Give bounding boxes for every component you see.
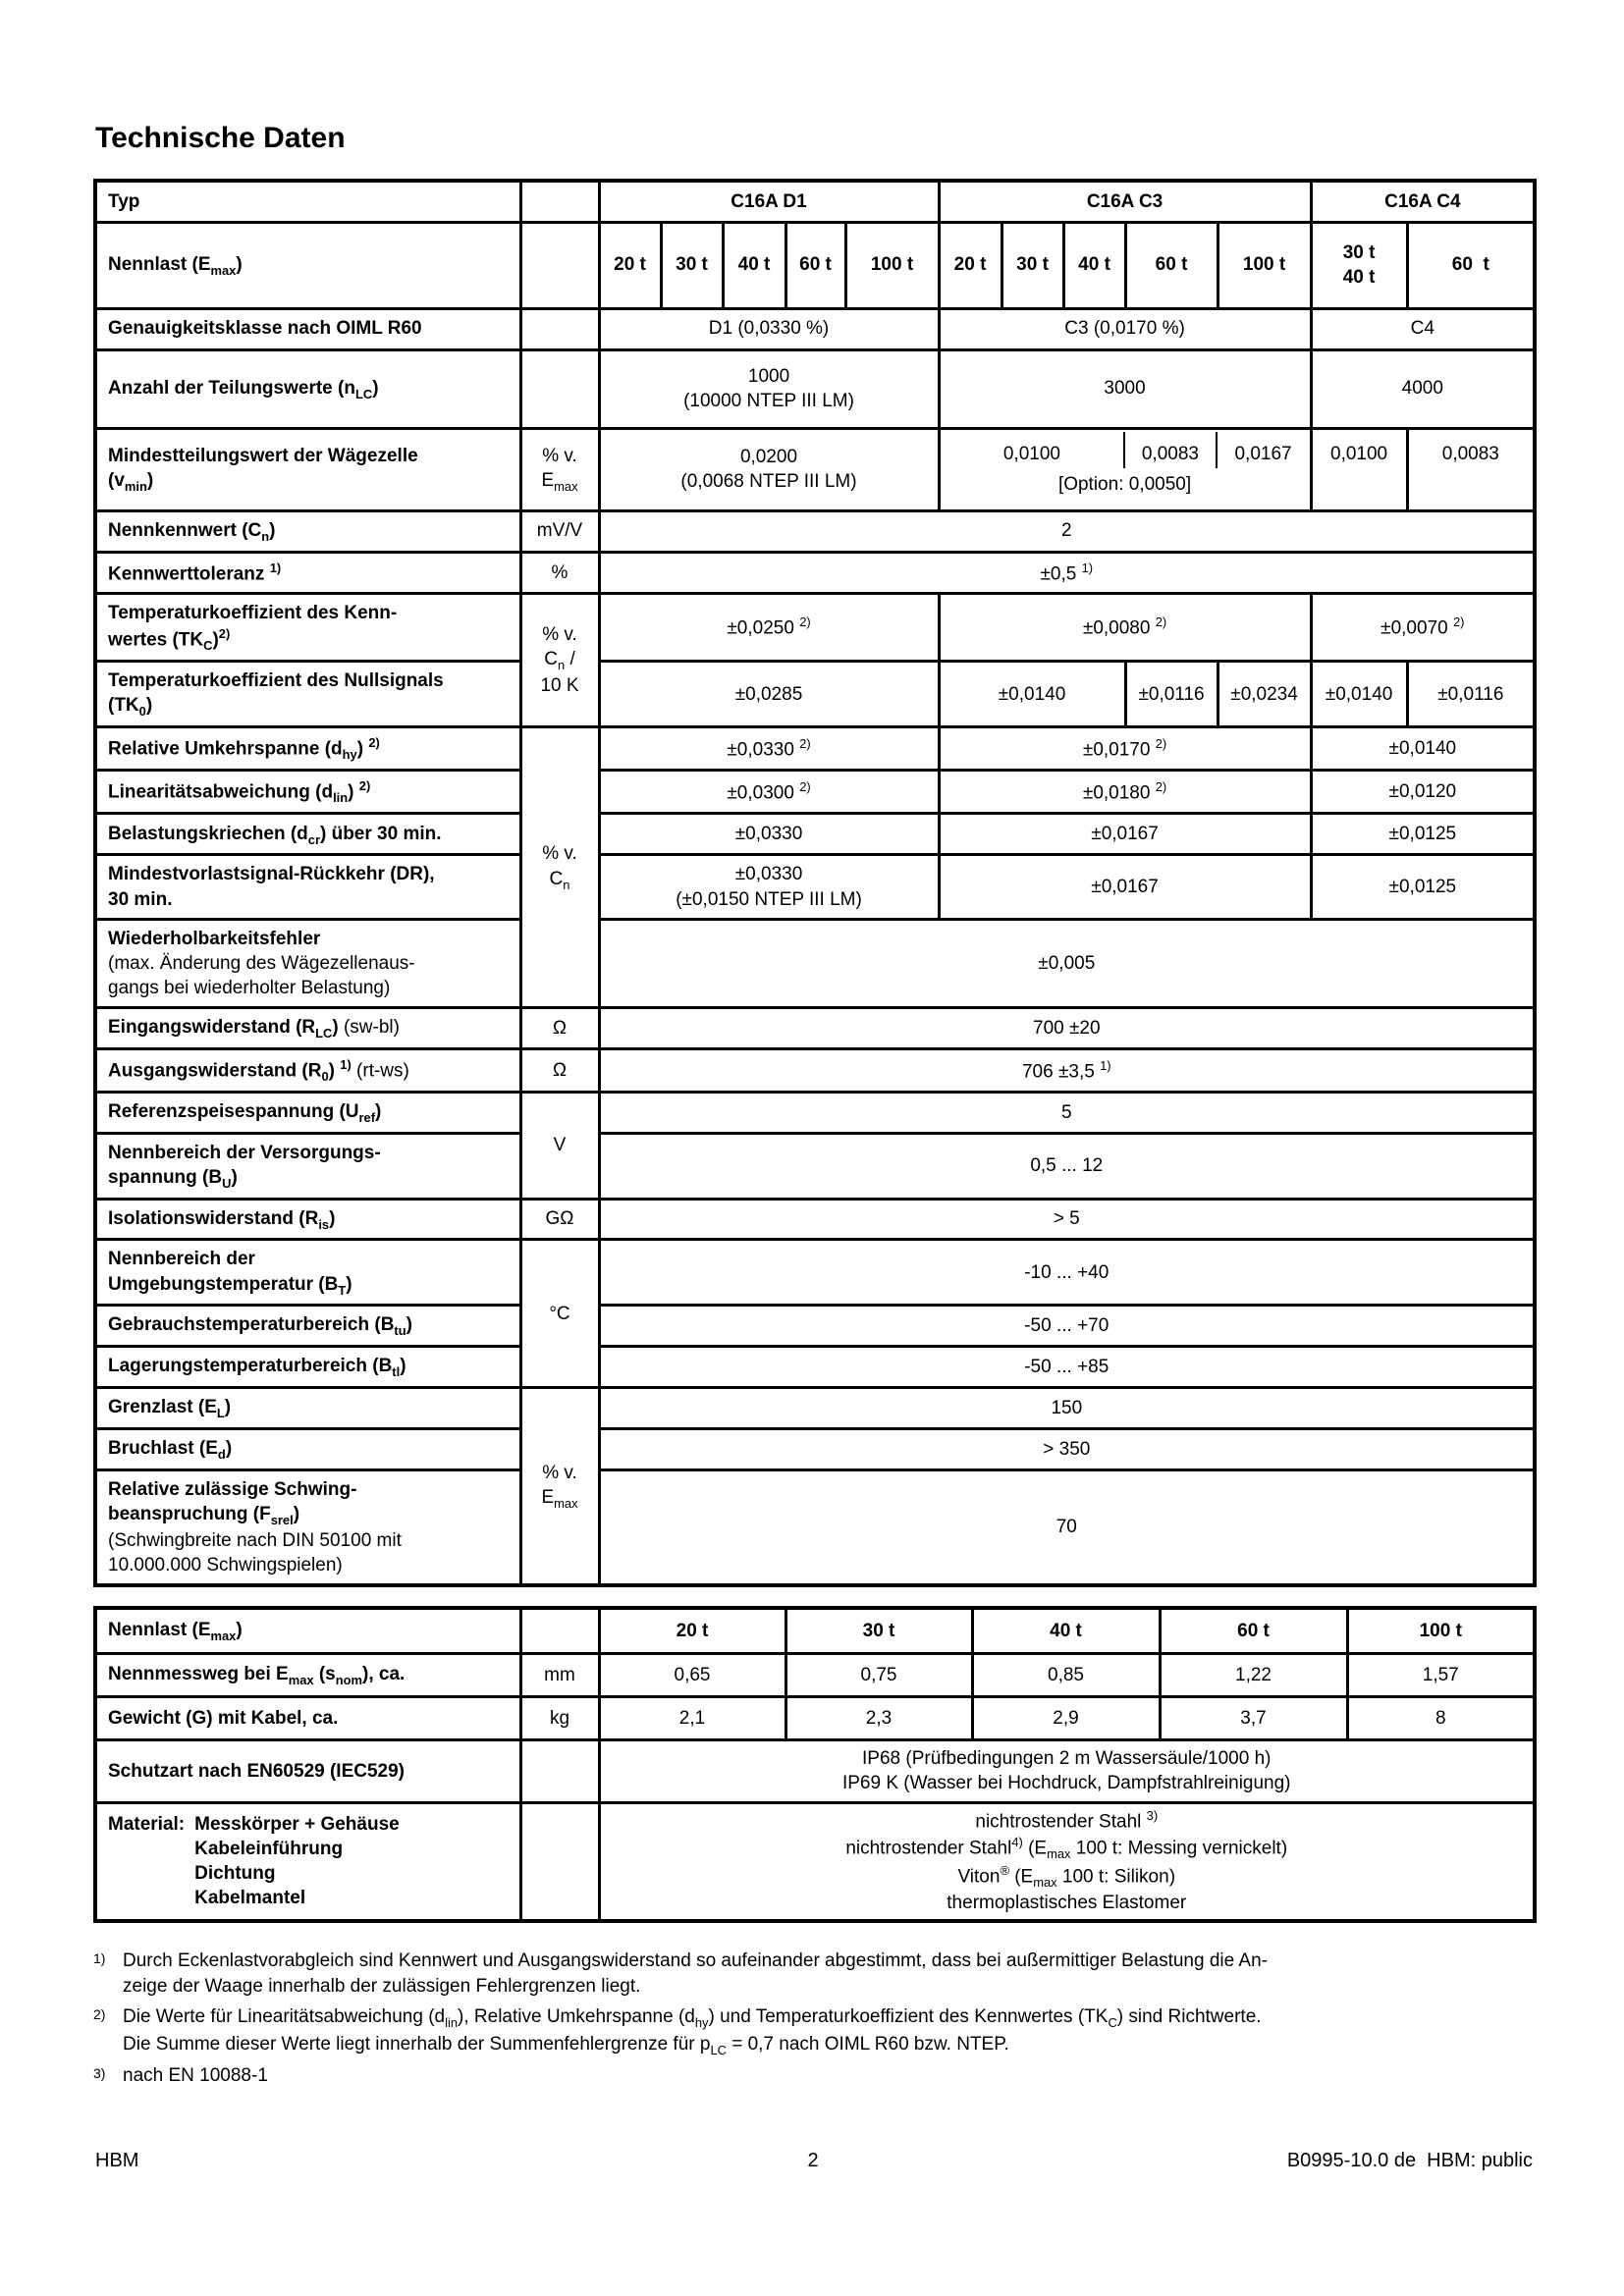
row-gebrauchstemperatur <box>95 1306 1535 1347</box>
tkc-c3: ±0,0080 $^{2)}$ <box>939 593 1311 661</box>
row-material <box>95 1802 1535 1920</box>
gewicht-40t: 2,9 <box>972 1696 1160 1739</box>
row-mindestvorlast-rueckkehr <box>95 855 1535 919</box>
t2-nennlast-20t: 20 t <box>599 1608 785 1653</box>
umgebung-value: -10 ... +40 <box>599 1240 1535 1306</box>
group-header-c16a-c3: C16A C3 <box>939 181 1311 222</box>
genauigkeit-c4: C4 <box>1311 308 1535 349</box>
row-grenzlast <box>95 1388 1535 1429</box>
bruchlast-label: Bruchlast $(E_d)$ <box>95 1428 520 1469</box>
umkehrspanne-c4: ±0,0140 <box>1311 727 1535 771</box>
footnote-3-text: nach EN 10088-1 <box>123 2065 268 2087</box>
linearitaet-label: Linearitätsabweichung $(d_{lin})$ $^{2)}$ <box>95 771 520 814</box>
belastungskriechen-label: Belastungskriechen $(d_{cr})$ über 30 min. <box>95 814 520 855</box>
row-referenzspeisespannung <box>95 1092 1535 1133</box>
row-nennlast-2 <box>95 1608 1535 1653</box>
row-umkehrspanne <box>95 727 1535 771</box>
versorgung-value: 0,5 ... 12 <box>599 1133 1535 1199</box>
schwing-value: 70 <box>599 1469 1535 1585</box>
mindest-c3-grid <box>941 432 1310 507</box>
tk0-label: Temperaturkoeffizient des Nullsignals $(TK_0)$ <box>95 662 520 727</box>
vorlastrueckkehr-d1: ±0,0330 (±0,0150 NTEP III LM) <box>599 855 939 919</box>
nennmessweg-30t: 0,75 <box>785 1653 972 1696</box>
teilungswerte-c4: 4000 <box>1311 349 1535 428</box>
footnote-3 <box>93 2063 1533 2089</box>
material-label <box>95 1802 520 1920</box>
nennlast-c3-100t: 100 t <box>1218 222 1311 308</box>
row-nennkennwert <box>95 510 1535 552</box>
footnotes <box>93 1949 1533 2090</box>
footnote-1 <box>93 1949 1533 2000</box>
wiederholbarkeit-label: Wiederholbarkeitsfehler (max. Änderung des Wägezellenaus- gangs bei wiederholter Belastung) <box>95 919 520 1007</box>
typ-label: Typ <box>95 181 520 222</box>
tk0-c4-60t: ±0,0116 <box>1407 662 1535 727</box>
gewicht-60t: 3,7 <box>1160 1696 1347 1739</box>
grenzlast-value: 150 <box>599 1388 1535 1429</box>
eingangswiderstand-label: Eingangswiderstand $(R_{LC})$ (sw-bl) <box>95 1007 520 1048</box>
row-mindestteilungswert <box>95 428 1535 510</box>
linearitaet-c3: ±0,0180 $^{2)}$ <box>939 771 1311 814</box>
material-label-head: Material: <box>108 1813 186 1835</box>
nennlast-d1-20t: 20 t <box>599 222 661 308</box>
umkehrspanne-label: Relative Umkehrspanne $(d_{hy})$ $^{2)}$ <box>95 727 520 771</box>
bruchlast-value: > 350 <box>599 1428 1535 1469</box>
celsius-block-unit: °C <box>520 1240 599 1388</box>
teilungswerte-label: Anzahl der Teilungswerte $(n_{LC})$ <box>95 349 520 428</box>
umkehrspanne-c3: ±0,0170 $^{2)}$ <box>939 727 1311 771</box>
tk0-c3-60t: ±0,0116 <box>1125 662 1218 727</box>
nennlast-c4-30-40t: 30 t 40 t <box>1311 222 1407 308</box>
vorlastrueckkehr-c3: ±0,0167 <box>939 855 1311 919</box>
mindest-c3 <box>939 428 1311 510</box>
nennmessweg-60t: 1,22 <box>1160 1653 1347 1696</box>
row-schwingbeanspruchung <box>95 1469 1535 1585</box>
nennlast-d1-30t: 30 t <box>661 222 723 308</box>
schutzart-unit-cell <box>520 1739 599 1802</box>
teilungswerte-d1: 1000 (10000 NTEP III LM) <box>599 349 939 428</box>
t2-nennlast-40t: 40 t <box>972 1608 1160 1653</box>
grenzlast-label: Grenzlast $(E_L)$ <box>95 1388 520 1429</box>
lagerung-label: Lagerungstemperaturbereich $(B_{tl})$ <box>95 1347 520 1388</box>
kennwerttoleranz-unit: % <box>520 552 599 593</box>
belastungskriechen-c4: ±0,0125 <box>1311 814 1535 855</box>
nennmessweg-unit: mm <box>520 1653 599 1696</box>
mindest-c4-60t: 0,0083 <box>1407 428 1535 510</box>
footnote-1-text: Durch Eckenlastvorabgleich sind Kennwert und Ausgangswiderstand so aufeinander abgestimmt, dass bei außermittiger Belastung die An- zeige der Waage innerhalb der zulässigen Fehlergrenzen liegt. <box>123 1949 1268 1997</box>
tkc-tk0-unit: % v. $C_n$ / 10 K <box>520 593 599 726</box>
isolation-unit: GΩ <box>520 1199 599 1240</box>
t2-nennlast-label: Nennlast $(E_{max})$ <box>95 1608 520 1653</box>
wiederholbarkeit-value: ±0,005 <box>599 919 1535 1007</box>
row-bruchlast <box>95 1428 1535 1469</box>
nennlast-c3-40t: 40 t <box>1063 222 1125 308</box>
footnote-2-marker: 2) <box>93 2006 106 2022</box>
umgebung-label: Nennbereich der Umgebungstemperatur $(B_T)$ <box>95 1240 520 1306</box>
mindest-c3-60t: 0,0083 <box>1125 432 1217 468</box>
volt-block-unit: V <box>520 1092 599 1199</box>
t2-nennlast-60t: 60 t <box>1160 1608 1347 1653</box>
footer-doc-id: B0995-10.0 de HBM: public <box>1286 2150 1533 2171</box>
teilungswerte-c3: 3000 <box>939 349 1311 428</box>
schutzart-label: Schutzart nach EN60529 (IEC529) <box>95 1739 520 1802</box>
genauigkeit-label: Genauigkeitsklasse nach OIML R60 <box>95 308 520 349</box>
mindest-c3-100t: 0,0167 <box>1234 443 1292 464</box>
gebrauch-label: Gebrauchstemperaturbereich $(B_{tu})$ <box>95 1306 520 1347</box>
gewicht-30t: 2,3 <box>785 1696 972 1739</box>
nennlast-label: Nennlast $(E_{max})$ <box>95 222 520 308</box>
page-content <box>93 0 1533 2094</box>
referenz-value: 5 <box>599 1092 1535 1133</box>
belastungskriechen-d1: ±0,0330 <box>599 814 939 855</box>
tk0-c4-30-40t: ±0,0140 <box>1311 662 1407 727</box>
ausgangswiderstand-unit: Ω <box>520 1048 599 1092</box>
nennlast-c3-30t: 30 t <box>1001 222 1063 308</box>
row-typ <box>95 181 1535 222</box>
row-belastungskriechen <box>95 814 1535 855</box>
genauigkeit-c3: C3 (0,0170 %) <box>939 308 1311 349</box>
teilungswerte-unit-cell <box>520 349 599 428</box>
row-tk-nullsignal <box>95 662 1535 727</box>
row-linearitaetsabweichung <box>95 771 1535 814</box>
tkc-d1: ±0,0250 $^{2)}$ <box>599 593 939 661</box>
umkehrspanne-d1: ±0,0330 $^{2)}$ <box>599 727 939 771</box>
eingangswiderstand-value: 700 ±20 <box>599 1007 1535 1048</box>
versorgung-label: Nennbereich der Versorgungs- spannung $(B_U)$ <box>95 1133 520 1199</box>
row-ausgangswiderstand <box>95 1048 1535 1092</box>
mindest-c3-option: [Option: 0,0050] <box>1057 474 1192 495</box>
linearitaet-c4: ±0,0120 <box>1311 771 1535 814</box>
material-label-items: Messkörper + Gehäuse Kabeleinführung Dichtung Kabelmantel <box>194 1813 400 1909</box>
nennlast-d1-60t: 60 t <box>785 222 845 308</box>
row-schutzart <box>95 1739 1535 1802</box>
mindest-label: Mindestteilungswert der Wägezelle $(v_{min})$ <box>95 428 520 510</box>
footnote-2-text: Die Werte für Linearitätsabweichung $(d_{lin})$, Relative Umkehrspanne $(d_{hy})$ und Temperaturkoeffizient des Kennwertes $(TK_C)$ sind Richtwerte. Die Summe dieser Werte liegt innerhalb der Summenfehlergrenze für $p_{LC} = 0,7$ nach OIML R60 bzw. NTEP. <box>123 2006 1262 2057</box>
linearitaet-d1: ±0,0300 $^{2)}$ <box>599 771 939 814</box>
mindest-c3-20-40t: 0,0100 <box>941 432 1126 468</box>
nennlast-c3-20t: 20 t <box>939 222 1001 308</box>
row-gewicht <box>95 1696 1535 1739</box>
group-header-c16a-c4: C16A C4 <box>1311 181 1535 222</box>
nennlast-c4-60t: 60 t <box>1407 222 1535 308</box>
spec-table-loads <box>93 1606 1537 1922</box>
nennmessweg-40t: 0,85 <box>972 1653 1160 1696</box>
footnote-3-marker: 3) <box>93 2065 106 2082</box>
row-isolationswiderstand <box>95 1199 1535 1240</box>
page-footer <box>93 2150 1533 2172</box>
footnote-2 <box>93 2004 1533 2058</box>
nennkennwert-unit: mV/V <box>520 510 599 552</box>
cn-block-unit: % v. $C_n$ <box>520 727 599 1008</box>
nennlast-d1-40t: 40 t <box>723 222 785 308</box>
tk0-d1: ±0,0285 <box>599 662 939 727</box>
row-kennwerttoleranz <box>95 552 1535 593</box>
kennwerttoleranz-value: ±0,5 $^{1)}$ <box>599 552 1535 593</box>
nennlast-unit-cell <box>520 222 599 308</box>
mindest-d1: 0,0200 (0,0068 NTEP III LM) <box>599 428 939 510</box>
t2-nennlast-30t: 30 t <box>785 1608 972 1653</box>
eingangswiderstand-unit: Ω <box>520 1007 599 1048</box>
spec-table-main <box>93 179 1537 1587</box>
genauigkeit-unit-cell <box>520 308 599 349</box>
nennlast-d1-100t: 100 t <box>845 222 939 308</box>
t2-nennlast-100t: 100 t <box>1347 1608 1535 1653</box>
t2-nennlast-unit-cell <box>520 1608 599 1653</box>
belastungskriechen-c3: ±0,0167 <box>939 814 1311 855</box>
row-wiederholbarkeitsfehler <box>95 919 1535 1007</box>
kennwerttoleranz-label: Kennwerttoleranz $^{1)}$ <box>95 552 520 593</box>
gewicht-label: Gewicht (G) mit Kabel, ca. <box>95 1696 520 1739</box>
gewicht-100t: 8 <box>1347 1696 1535 1739</box>
row-anzahl-teilungswerte <box>95 349 1535 428</box>
footer-page-number: 2 <box>807 2150 819 2171</box>
row-lagerungstemperatur <box>95 1347 1535 1388</box>
row-eingangswiderstand <box>95 1007 1535 1048</box>
isolation-label: Isolationswiderstand $(R_{is})$ <box>95 1199 520 1240</box>
nennmessweg-100t: 1,57 <box>1347 1653 1535 1696</box>
mindest-unit: % v. $E_{max}$ <box>520 428 599 510</box>
ausgangswiderstand-label: Ausgangswiderstand $(R_0)$ $^{1)}$ (rt-ws) <box>95 1048 520 1092</box>
tkc-label: Temperaturkoeffizient des Kenn- wertes $(TK_C)^{2)}$ <box>95 593 520 661</box>
footer-brand: HBM <box>95 2150 139 2171</box>
gewicht-20t: 2,1 <box>599 1696 785 1739</box>
page-title: Technische Daten <box>95 122 346 154</box>
tk0-c3-100t: ±0,0234 <box>1218 662 1311 727</box>
row-nennmessweg <box>95 1653 1535 1696</box>
row-genauigkeitsklasse <box>95 308 1535 349</box>
mindest-c4-30-40t: 0,0100 <box>1311 428 1407 510</box>
nennkennwert-label: Nennkennwert $(C_n)$ <box>95 510 520 552</box>
schutzart-value: IP68 (Prüfbedingungen 2 m Wassersäule/1000 h) IP69 K (Wasser bei Hochdruck, Dampfstrahlreinigung) <box>599 1739 1535 1802</box>
vorlastrueckkehr-label: Mindestvorlastsignal-Rückkehr (DR), 30 min. <box>95 855 520 919</box>
nennlast-c3-60t: 60 t <box>1125 222 1218 308</box>
material-value: nichtrostender Stahl $^{3)}$ nichtrostender Stahl$^{4)}$ ($E_{max}$ 100 t: Messing vernickelt) Viton® ($E_{max}$ 100 t: Silikon) thermoplastisches Elastomer <box>599 1802 1535 1920</box>
row-nennlast <box>95 222 1535 308</box>
gebrauch-value: -50 ... +70 <box>599 1306 1535 1347</box>
nennmessweg-20t: 0,65 <box>599 1653 785 1696</box>
ausgangswiderstand-value: 706 ±3,5 $^{1)}$ <box>599 1048 1535 1092</box>
lagerung-value: -50 ... +85 <box>599 1347 1535 1388</box>
nennkennwert-value: 2 <box>599 510 1535 552</box>
group-header-c16a-d1: C16A D1 <box>599 181 939 222</box>
footnote-1-marker: 1) <box>93 1949 106 1966</box>
emax-block-unit: % v. $E_{max}$ <box>520 1388 599 1586</box>
row-umgebungstemperatur <box>95 1240 1535 1306</box>
tkc-c4: ±0,0070 $^{2)}$ <box>1311 593 1535 661</box>
material-unit-cell <box>520 1802 599 1920</box>
vorlastrueckkehr-c4: ±0,0125 <box>1311 855 1535 919</box>
typ-unit-cell <box>520 181 599 222</box>
isolation-value: > 5 <box>599 1199 1535 1240</box>
schwing-label: Relative zulässige Schwing- beanspruchung $(F_{srel})$ (Schwingbreite nach DIN 50100 mit 10.000.000 Schwingspielen) <box>95 1469 520 1585</box>
genauigkeit-d1: D1 (0,0330 %) <box>599 308 939 349</box>
tk0-c3-20-40t: ±0,0140 <box>939 662 1125 727</box>
mindest-c3-subrow <box>941 432 1310 468</box>
nennmessweg-label: Nennmessweg bei $E_{max}$ $(s_{nom})$, ca. <box>95 1653 520 1696</box>
material-label-wrap <box>108 1812 512 1910</box>
referenz-label: Referenzspeisespannung $(U_{ref})$ <box>95 1092 520 1133</box>
row-tk-kennwert <box>95 593 1535 661</box>
gewicht-unit: kg <box>520 1696 599 1739</box>
row-versorgungsspannung <box>95 1133 1535 1199</box>
